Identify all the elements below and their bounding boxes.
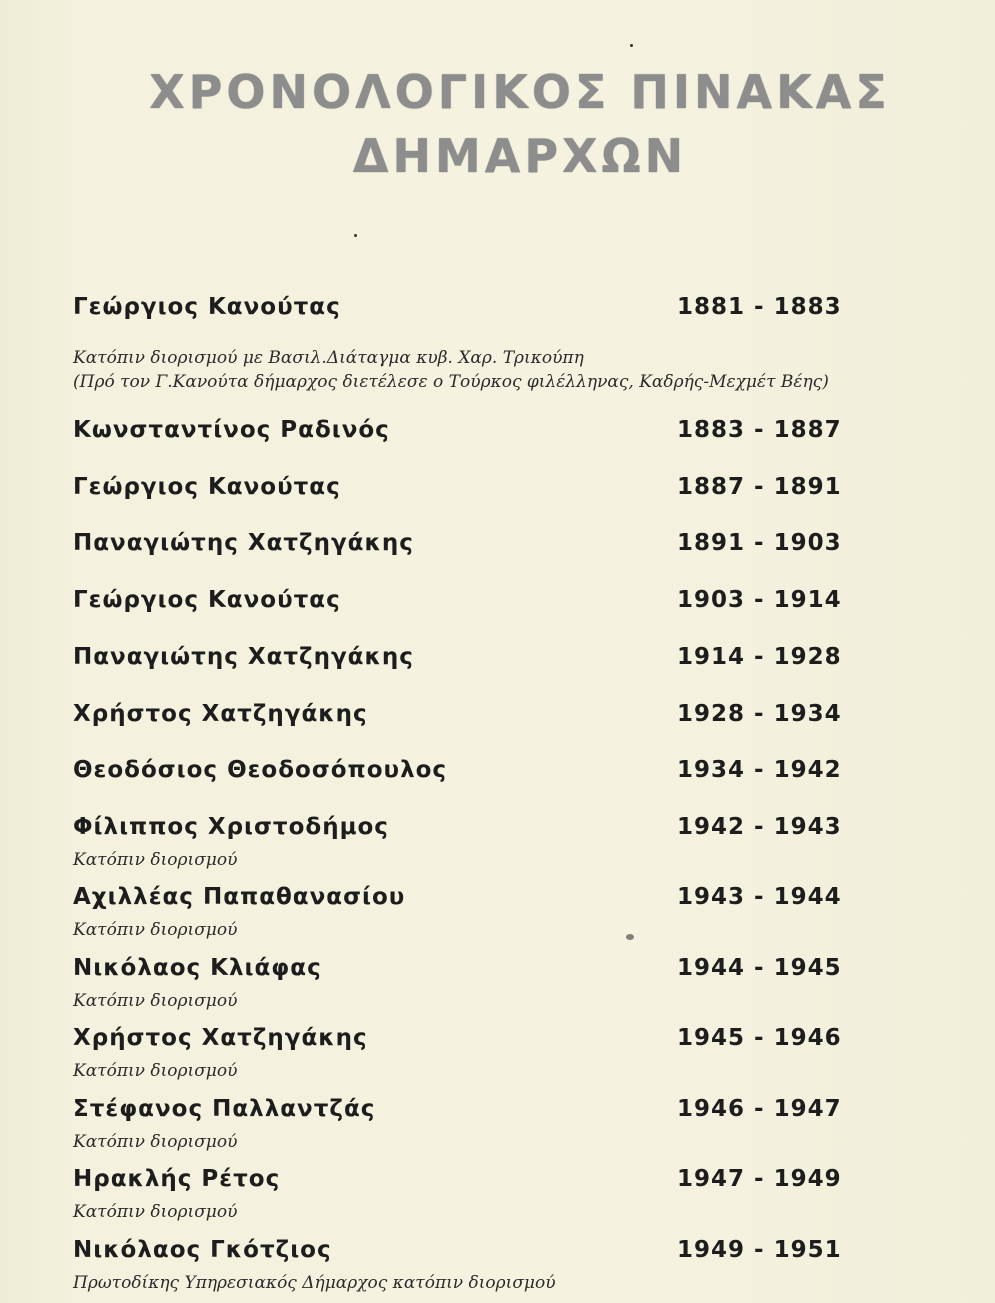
term-years: 1914 - 1928 <box>677 644 842 670</box>
term-years: 1891 - 1903 <box>677 530 842 556</box>
term-years: 1883 - 1887 <box>677 417 842 443</box>
term-years: 1943 - 1944 <box>677 884 842 910</box>
mayor-name: Χρήστος Χατζηγάκης <box>73 701 368 727</box>
note-line: Κατόπιν διορισμού με Βασιλ.Διάταγμα κυβ. Χαρ. Τρικούπη <box>73 348 584 368</box>
mayor-name: Φίλιππος Χριστοδήμος <box>73 814 389 840</box>
mayor-name: Ηρακλής Ρέτος <box>73 1166 281 1192</box>
scan-speck <box>626 934 634 940</box>
note-line: Πρωτοδίκης Υπηρεσιακός Δήμαρχος κατόπιν διορισμού <box>73 1273 556 1293</box>
mayor-note <box>73 1130 237 1154</box>
term-years: 1946 - 1947 <box>677 1096 842 1122</box>
note-line: Κατόπιν διορισμού <box>73 850 238 870</box>
mayor-name: Γεώργιος Κανούτας <box>73 294 341 320</box>
mayor-name: Αχιλλέας Παπαθανασίου <box>73 884 406 910</box>
title-line-2: ΔΗΜΑΡΧΩΝ <box>352 129 688 183</box>
mayor-note <box>73 1271 556 1295</box>
mayor-note <box>73 918 237 942</box>
note-line: Κατόπιν διορισμού <box>73 920 238 940</box>
mayor-name: Νικόλαος Γκότζιος <box>73 1237 332 1263</box>
term-years: 1944 - 1945 <box>677 955 842 981</box>
mayor-name: Νικόλαος Κλιάφας <box>73 955 322 981</box>
page-title <box>0 60 995 188</box>
note-line: (Πρό τον Γ.Κανούτα δήμαρχος διετέλεσε ο Τούρκος φιλέλληνας, Καδρής-Μεχμέτ Βέης) <box>73 372 829 392</box>
mayor-note <box>73 1059 237 1083</box>
scan-speck <box>354 234 357 237</box>
note-line: Κατόπιν διορισμού <box>73 991 238 1011</box>
term-years: 1947 - 1949 <box>677 1166 842 1192</box>
mayor-name: Κωνσταντίνος Ραδινός <box>73 417 390 443</box>
mayor-name: Παναγιώτης Χατζηγάκης <box>73 530 414 556</box>
term-years: 1942 - 1943 <box>677 814 842 840</box>
term-years: 1949 - 1951 <box>677 1237 842 1263</box>
note-line: Κατόπιν διορισμού <box>73 1202 238 1222</box>
term-years: 1928 - 1934 <box>677 701 842 727</box>
mayor-name: Στέφανος Παλλαντζάς <box>73 1096 376 1122</box>
term-years: 1945 - 1946 <box>677 1025 842 1051</box>
scan-speck <box>630 44 633 47</box>
mayor-name: Γεώργιος Κανούτας <box>73 587 341 613</box>
note-line: Κατόπιν διορισμού <box>73 1061 238 1081</box>
term-years: 1903 - 1914 <box>677 587 842 613</box>
term-years: 1887 - 1891 <box>677 474 842 500</box>
term-years: 1934 - 1942 <box>677 757 842 783</box>
mayor-note <box>73 848 237 872</box>
term-years: 1881 - 1883 <box>677 294 842 320</box>
mayor-name: Γεώργιος Κανούτας <box>73 474 341 500</box>
mayor-name: Χρήστος Χατζηγάκης <box>73 1025 368 1051</box>
note-line: Κατόπιν διορισμού <box>73 1132 238 1152</box>
mayor-note <box>73 989 237 1013</box>
mayor-name: Παναγιώτης Χατζηγάκης <box>73 644 414 670</box>
mayor-name: Θεοδόσιος Θεοδοσόπουλος <box>73 757 448 783</box>
title-line-1: ΧΡΟΝΟΛΟΓΙΚΟΣ ΠΙΝΑΚΑΣ <box>149 65 891 119</box>
mayor-note <box>73 1200 237 1224</box>
mayor-note <box>73 346 829 394</box>
